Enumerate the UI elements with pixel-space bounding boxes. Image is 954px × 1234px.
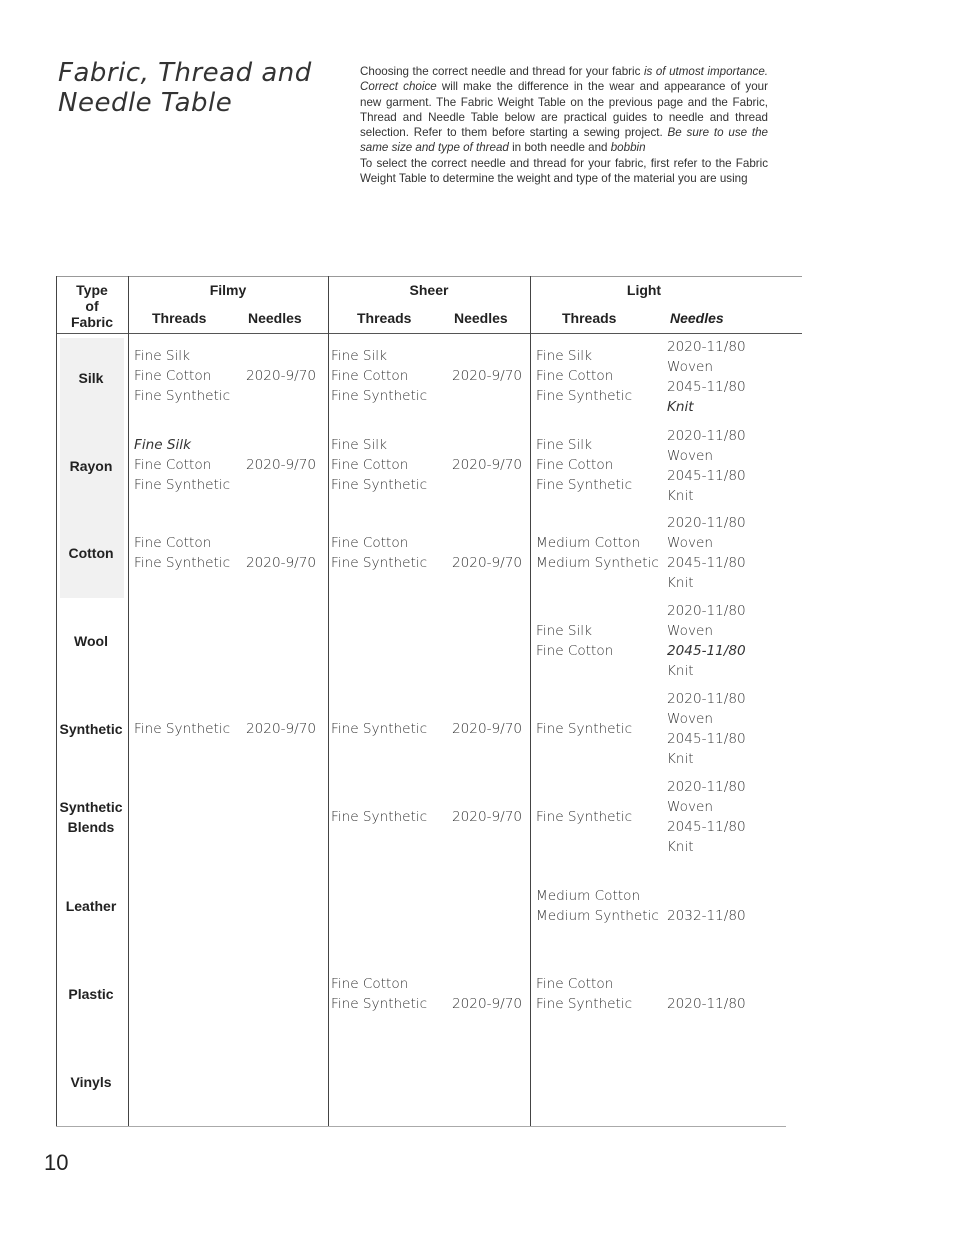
plastic-light-threads — [536, 974, 632, 1014]
needle: 2045-11/80 — [667, 379, 746, 395]
plastic-sheer-threads — [331, 974, 427, 1014]
needle — [452, 974, 522, 994]
thread: Fine Silk — [134, 348, 190, 364]
needle: 2020-11/80 — [667, 339, 746, 355]
thread: Fine Cotton — [134, 535, 212, 551]
needle — [246, 435, 316, 455]
synthetic-sheer-needles — [452, 719, 522, 739]
row-label-line: Wool — [74, 633, 108, 649]
page-title — [58, 58, 338, 118]
intro-p1-c: will make the difference in the wear and appearance of your new garment. The Fabric Weight Table on the previous page and the Fabric, Thread and Needle Table below are practical guides to needle and thread selection. Refer to them before starting a sewing project. — [360, 80, 768, 140]
subheader-filmy-needles: Needles — [248, 310, 302, 326]
rayon-light-threads — [536, 435, 632, 495]
needle: Woven — [667, 359, 713, 375]
row-label-synthetic — [55, 719, 127, 739]
thread: Medium Cotton — [536, 888, 641, 904]
blends-sheer-needles — [452, 807, 522, 827]
thread: Fine Synthetic — [134, 388, 231, 404]
intro-p1-b: is of utmost importance. Correct choice — [360, 65, 768, 94]
thread: Fine Synthetic — [134, 721, 231, 737]
thread: Fine Synthetic — [331, 809, 428, 825]
thread: Fine Synthetic — [134, 555, 231, 571]
thread: Fine Cotton — [536, 976, 614, 992]
needle: 2020-9/70 — [452, 457, 523, 473]
needle: Knit — [667, 751, 694, 767]
col-divider-3 — [530, 276, 531, 1126]
thread: Fine Silk — [331, 348, 387, 364]
needle: 2020-9/70 — [452, 809, 523, 825]
cotton-sheer-needles — [452, 533, 522, 573]
row-label-line: Synthetic — [59, 721, 123, 737]
row-label-line: Silk — [78, 370, 104, 386]
silk-sheer-threads — [331, 346, 427, 406]
silk-filmy-threads — [134, 346, 230, 406]
thread: Fine Synthetic — [331, 721, 428, 737]
needle: 2045-11/80 — [667, 819, 746, 835]
row-label-line: Blends — [67, 819, 115, 835]
needle: 2020-9/70 — [246, 368, 317, 384]
cotton-filmy-threads — [134, 533, 230, 573]
thread: Fine Cotton — [331, 457, 409, 473]
needle: 2020-9/70 — [452, 555, 523, 571]
row-label-line: Leather — [65, 898, 117, 914]
intro-p1-f: bobbin — [610, 141, 646, 155]
blends-sheer-threads — [331, 807, 427, 827]
thread: Fine Silk — [134, 437, 191, 453]
row-label-cotton — [55, 543, 127, 563]
subheader-light-threads: Threads — [562, 310, 617, 326]
row-label-line: Rayon — [69, 458, 113, 474]
blends-light-needles — [667, 777, 746, 857]
plastic-sheer-needles — [452, 974, 522, 1014]
thread: Fine Cotton — [536, 368, 614, 384]
synthetic-filmy-threads — [134, 719, 230, 739]
thread: Fine Cotton — [331, 976, 409, 992]
intro-paragraph-2: To select the correct needle and thread for your fabric, first refer to the Fabric Weight Table to determine the weight and type of the material you are using — [360, 156, 768, 186]
table-header-rule — [56, 333, 802, 334]
synthetic-sheer-threads — [331, 719, 427, 739]
header-filmy: Filmy — [209, 282, 247, 298]
intro-text — [360, 64, 768, 186]
header-type-line-2: of — [85, 298, 99, 314]
header-sheer: Sheer — [409, 282, 449, 298]
needle — [246, 533, 316, 553]
thread: Fine Cotton — [536, 457, 614, 473]
needle: Knit — [667, 663, 694, 679]
thread: Fine Cotton — [134, 368, 212, 384]
cotton-light-threads — [536, 533, 659, 573]
thread: Fine Cotton — [134, 457, 212, 473]
page-number: 10 — [44, 1150, 69, 1175]
thread: Fine Synthetic — [536, 809, 633, 825]
intro-p1-a: Choosing the correct needle and thread for your fabric — [360, 65, 644, 78]
cotton-sheer-threads — [331, 533, 427, 573]
needle — [452, 533, 522, 553]
needle — [452, 346, 522, 366]
header-type-line-3: Fabric — [70, 314, 113, 330]
row-label-wool — [55, 631, 127, 651]
row-label-line: Plastic — [68, 986, 114, 1002]
needle: Knit — [667, 399, 694, 415]
needle: Woven — [667, 535, 713, 551]
leather-light-needles — [667, 886, 746, 926]
thread: Fine Synthetic — [536, 721, 633, 737]
subheader-filmy-threads: Threads — [152, 310, 207, 326]
row-label-line: Vinyls — [70, 1074, 112, 1090]
header-type-line-1: Type — [76, 282, 108, 298]
title-line-2: Needle Table — [58, 88, 233, 118]
needle — [667, 886, 746, 906]
thread: Fine Cotton — [331, 368, 409, 384]
col-divider-1 — [128, 276, 129, 1126]
row-label-vinyls — [55, 1072, 127, 1092]
needle: 2020-9/70 — [452, 368, 523, 384]
needle: 2020-11/80 — [667, 603, 746, 619]
synthetic-light-needles — [667, 689, 746, 769]
leather-light-threads — [536, 886, 659, 926]
synthetic-light-threads — [536, 719, 632, 739]
thread: Fine Silk — [536, 348, 592, 364]
needle: 2045-11/80 — [667, 731, 746, 747]
col-divider-2 — [328, 276, 329, 1126]
needle: Knit — [667, 488, 694, 504]
needle: 2020-9/70 — [246, 457, 317, 473]
needle — [246, 346, 316, 366]
intro-paragraph-1 — [360, 64, 768, 156]
thread: Medium Synthetic — [536, 555, 659, 571]
wool-light-needles — [667, 601, 746, 681]
needle — [452, 435, 522, 455]
intro-p1-d: Be sure to use the same size and type of thread — [360, 126, 768, 155]
thread: Fine Silk — [331, 437, 387, 453]
rayon-sheer-threads — [331, 435, 427, 495]
needle: 2020-11/80 — [667, 691, 746, 707]
intro-p1-e: in both needle and — [508, 141, 611, 155]
needle: 2020-9/70 — [246, 555, 317, 571]
subheader-sheer-needles: Needles — [454, 310, 508, 326]
row-label-silk — [55, 368, 127, 388]
silk-light-threads — [536, 346, 632, 406]
cotton-light-needles — [667, 513, 746, 593]
thread: Fine Cotton — [331, 535, 409, 551]
thread: Fine Synthetic — [536, 477, 633, 493]
title-line-1: Fabric, Thread and — [58, 58, 312, 88]
row-label-line: Cotton — [68, 545, 114, 561]
thread: Fine Synthetic — [331, 555, 428, 571]
silk-filmy-needles — [246, 346, 316, 386]
needle: 2020-9/70 — [452, 996, 523, 1012]
needle: Knit — [667, 839, 694, 855]
cotton-filmy-needles — [246, 533, 316, 573]
thread: Fine Synthetic — [536, 388, 633, 404]
needle: 2020-11/80 — [667, 515, 746, 531]
rayon-light-needles — [667, 426, 746, 506]
needle: Woven — [667, 623, 713, 639]
thread: Fine Silk — [536, 623, 592, 639]
thread: Fine Cotton — [536, 643, 614, 659]
needle — [667, 974, 746, 994]
thread: Fine Silk — [536, 437, 592, 453]
thread: Medium Synthetic — [536, 908, 659, 924]
blends-light-threads — [536, 807, 632, 827]
subheader-light-needles: Needles — [670, 310, 724, 326]
thread: Fine Synthetic — [134, 477, 231, 493]
needle: 2032-11/80 — [667, 908, 746, 924]
header-light: Light — [626, 282, 662, 298]
rayon-filmy-threads — [134, 435, 230, 495]
silk-light-needles — [667, 337, 746, 417]
wool-light-threads — [536, 621, 613, 661]
subheader-sheer-threads: Threads — [357, 310, 412, 326]
needle: 2020-11/80 — [667, 996, 746, 1012]
table-bottom-rule — [56, 1126, 786, 1127]
needle: 2045-11/80 — [667, 555, 746, 571]
row-label-line: Synthetic — [59, 799, 123, 815]
thread: Medium Cotton — [536, 535, 641, 551]
needle: 2020-9/70 — [246, 721, 317, 737]
needle: Woven — [667, 448, 713, 464]
needle: Knit — [667, 575, 694, 591]
thread: Fine Synthetic — [331, 388, 428, 404]
synthetic-filmy-needles — [246, 719, 316, 739]
needle: 2045-11/80 — [667, 643, 746, 659]
needle: Woven — [667, 711, 713, 727]
row-label-leather — [55, 896, 127, 916]
plastic-light-needles — [667, 974, 746, 1014]
thread: Fine Synthetic — [536, 996, 633, 1012]
needle: 2020-11/80 — [667, 779, 746, 795]
row-label-synthetic-blends — [55, 797, 127, 837]
header-type-of-fabric — [57, 282, 127, 330]
silk-sheer-needles — [452, 346, 522, 386]
rayon-filmy-needles — [246, 435, 316, 475]
needle: 2045-11/80 — [667, 468, 746, 484]
needle: Woven — [667, 799, 713, 815]
rayon-sheer-needles — [452, 435, 522, 475]
thread: Fine Synthetic — [331, 477, 428, 493]
row-label-rayon — [55, 456, 127, 476]
needle: 2020-11/80 — [667, 428, 746, 444]
thread: Fine Synthetic — [331, 996, 428, 1012]
needle: 2020-9/70 — [452, 721, 523, 737]
table-top-rule — [56, 276, 802, 277]
row-label-plastic — [55, 984, 127, 1004]
